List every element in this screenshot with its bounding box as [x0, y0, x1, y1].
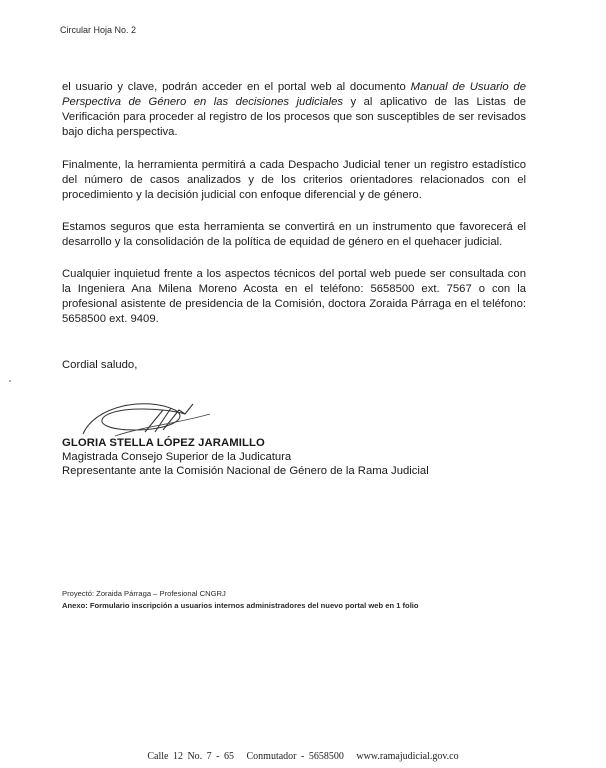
footer-address: Calle 12 No. 7 - 65 [147, 751, 235, 762]
document-notes [62, 588, 419, 612]
signer-representation: Representante ante la Comisión Nacional de Género de la Rama Judicial [62, 465, 429, 477]
manual-title-italic: Manual de Usuario de Perspectiva de Género en las decisiones judiciales [62, 81, 527, 108]
footer-phone: Conmutador - 5658500 [246, 751, 344, 762]
signer-name: GLORIA STELLA LÓPEZ JARAMILLO [62, 437, 265, 449]
footer-website: www.ramajudicial.gov.co [356, 751, 459, 762]
paragraph-contact: Cualquier inquietud frente a los aspectos técnicos del portal web puede ser consultada con la Ingeniera Ana Milena Moreno Acosta en el teléfono: 5658500 ext. 7567 o con la profesional asistente de presidencia de la Comisión, doctora Zoraida Párraga en el teléfono: 5658500 ext. 9409. [62, 268, 526, 325]
paragraph-instrument: Estamos seguros que esta herramienta se convertirá en un instrumento que favorecerá el desarrollo y la consolidación de la política de equidad de género en el quehacer judicial. [62, 221, 526, 248]
paragraph-portal-access [62, 80, 526, 140]
projected-by-note: Proyectó: Zoraida Párraga – Profesional CNGRJ [62, 589, 226, 598]
paragraph-statistics: Finalmente, la herramienta permitirá a cada Despacho Judicial tener un registro estadístico del número de casos analizados y de los criterios orientadores relacionados con el procedimiento y la decisión judicial con enfoque diferencial y de género. [62, 159, 526, 201]
paragraph-portal-access-start: el usuario y clave, podrán acceder en el portal web al documento [62, 81, 411, 93]
signer-title: Magistrada Consejo Superior de la Judicatura [62, 451, 292, 463]
page-header: Circular Hoja No. 2 [60, 25, 137, 35]
paragraph-portal-access-end: y al aplicativo de las Listas de Verificación para proceder al registro de los procesos que son susceptibles de ser revisados bajo dicha perspectiva. [62, 96, 527, 138]
page-footer [0, 751, 606, 762]
signature-block [62, 436, 429, 478]
margin-dot [9, 380, 11, 382]
closing-salutation: Cordial saludo, [62, 359, 138, 371]
annex-note: Anexo: Formulario inscripción a usuarios internos administradores del nuevo portal web en 1 folio [62, 601, 419, 610]
